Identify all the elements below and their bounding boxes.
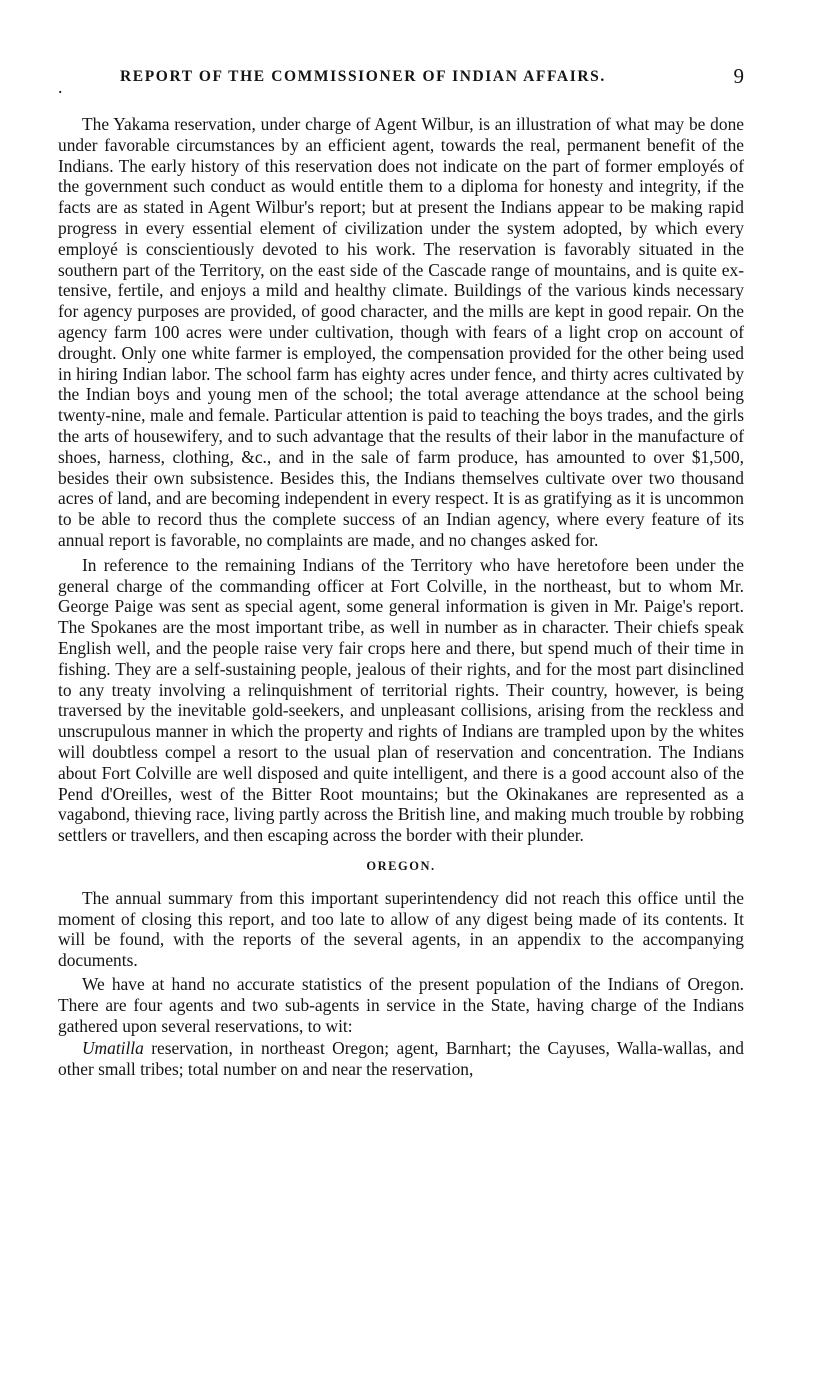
header-dot: .	[58, 77, 63, 97]
section-heading-oregon: OREGON.	[366, 858, 436, 873]
reservation-name-italic: Umatilla	[82, 1038, 144, 1059]
paragraph-umatilla-text: reservation, in northeast Oregon; agent, Barnhart; the Cayuses, Walla-wallas, and other small tribes; total number on and near the reservation,	[58, 1038, 744, 1080]
page-number: 9	[733, 64, 744, 88]
paragraph-oregon-statistics: We have at hand no accurate statistics of the present population of the Indians of Oregon. There are four agents and two sub-agents in service in the State, having charge of the Indians gathered upon several reservations, to wit:	[58, 974, 744, 1036]
page-header	[58, 64, 744, 97]
paragraph-yakama-reservation: The Yakama reservation, under charge of Agent Wilbur, is an illustration of what may be done under favorable circumstances by an efficient agent, towards the real, permanent benefit of the Indians. The early history of this reservation does not indicate on the part of former employés of the government such conduct as would entitle them to a diploma for honesty and integrity, if the facts are as stated in Agent Wilbur's report; but at present the Indians appear to be making rapid progress in every essential element of civilization under the system adopted, by which every employé is conscientiously devoted to his work. The reservation is favorably situated in the southern part of the Territory, on the east side of the Cascade range of mountains, and is quite extensive, fertile, and enjoys a mild and healthy climate. Buildings of the various kinds necessary for agency purposes are provided, of good character, and the mills are kept in good repair. On the agency farm 100 acres were under cultivation, though with fears of a light crop on account of drought. Only one white farmer is employed, the compensation provided for the other being used in hiring Indian labor. The school farm has eighty acres under fence, and thirty acres cultivated by the Indian boys and young men of the school; the total average attendance at the school being twenty-nine, male and female. Particular attention is paid to teaching the boys trades, and the girls the arts of housewifery, and to such advantage that the results of their labor in the manufacture of shoes, harness, clothing, &c., and in the sale of farm produce, has amounted to over $1,500, besides their own subsistence. Besides this, the Indians themselves cultivate over two thousand acres of land, and are becoming independent in every respect. It is as gratifying as it is uncommon to be able to record thus the complete success of an Indian agency, where every feature of its annual report is favorable, no complaints are made, and no changes asked for.	[58, 114, 744, 550]
paragraph-umatilla-reservation	[58, 1038, 744, 1080]
paragraph-oregon-summary: The annual summary from this important superintendency did not reach this office until the moment of closing this report, and too late to allow of any digest being made of its contents. It will be found, with the reports of the several agents, in an appendix to the accompanying documents.	[58, 887, 744, 971]
body-text	[58, 114, 744, 1080]
running-title: REPORT OF THE COMMISSIONER OF INDIAN AFFAIRS.	[120, 68, 606, 85]
paragraph-remaining-indians: In reference to the remaining Indians of the Territory who have heretofore been under the general charge of the commanding officer at Fort Colville, in the northeast, but to whom Mr. George Paige was sent as special agent, some general information is given in Mr. Paige's report. The Spokanes are the most important tribe, as well in number as in character. Their chiefs speak English well, and the people raise very fair crops here and there, but spend much of their time in fishing. They are a self-sustaining people, jealous of their rights, and for the most part disinclined to any treaty involving a relinquishment of territorial rights. Their country, however, is being traversed by the inevitable gold-seekers, and unpleasant collisions, arising from the reckless and unscrupulous manner in which the property and rights of Indians are trampled upon by the whites will doubtless compel a resort to the usual plan of reservation and concentration. The Indians about Fort Colville are well disposed and quite intelligent, and there is a good account also of the Pend d'Oreilles, west of the Bitter Root mountains; but the Okinakanes are represented as a vagabond, thieving race, living partly across the British line, and making much trouble by robbing settlers or travellers, and then escaping across the border with their plunder.	[58, 554, 744, 846]
